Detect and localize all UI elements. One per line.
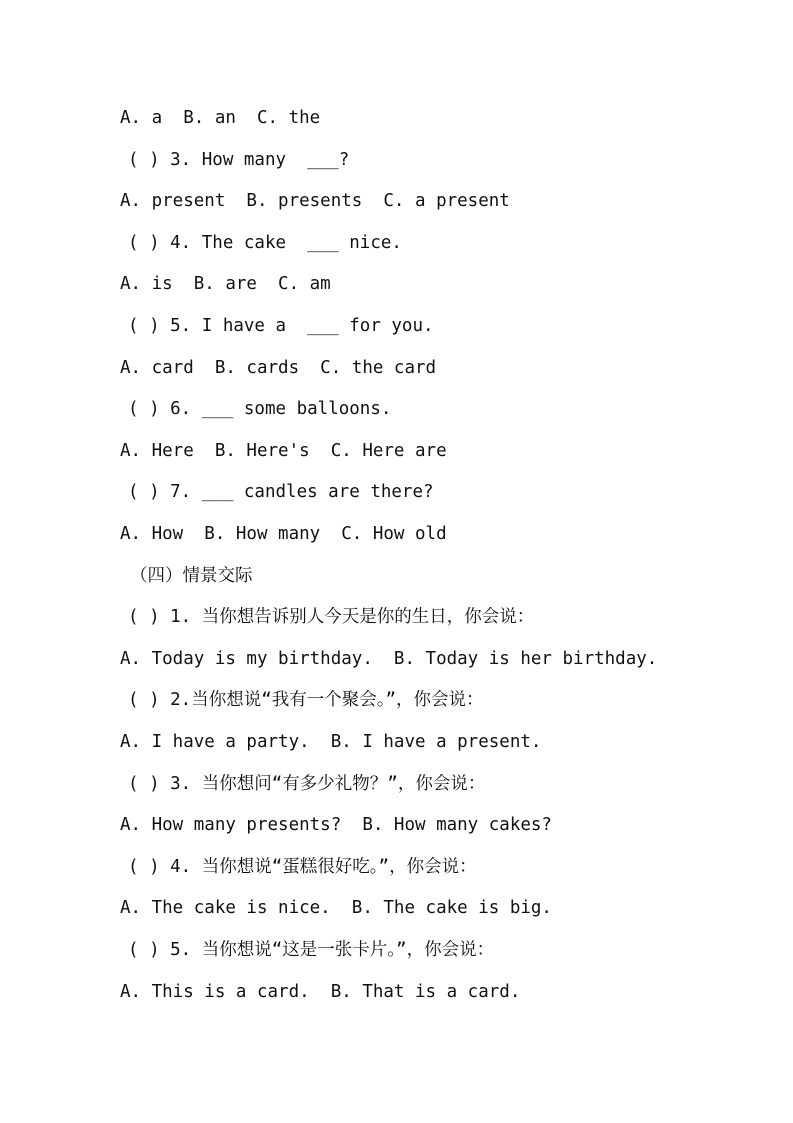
question-line: ( ) 5. 当你想说“这是一张卡片。”，你会说：: [128, 940, 495, 960]
question-line: ( ) 3. How many ___?: [128, 150, 350, 170]
question-line: ( ) 5. I have a ___ for you.: [128, 316, 434, 336]
question-line: ( ) 1. 当你想告诉别人今天是你的生日，你会说：: [128, 607, 535, 627]
option-line: A. I have a party. B. I have a present.: [120, 732, 542, 752]
question-line: ( ) 6. ___ some balloons.: [128, 399, 392, 419]
question-line: ( ) 4. The cake ___ nice.: [128, 233, 402, 253]
option-line: A. How many presents? B. How many cakes?: [120, 815, 552, 835]
option-line: A. present B. presents C. a present: [120, 191, 510, 211]
option-line: A. Today is my birthday. B. Today is her birthday.: [120, 649, 658, 669]
option-line: A. a B. an C. the: [120, 108, 321, 128]
option-line: A. This is a card. B. That is a card.: [120, 982, 521, 1002]
question-line: ( ) 3. 当你想问“有多少礼物？”，你会说：: [128, 774, 486, 794]
option-line: A. How B. How many C. How old: [120, 524, 447, 544]
option-line: A. card B. cards C. the card: [120, 358, 437, 378]
option-line: A. The cake is nice. B. The cake is big.: [120, 898, 552, 918]
option-line: A. is B. are C. am: [120, 274, 331, 294]
section-heading: （四）情景交际: [130, 566, 253, 586]
option-line: A. Here B. Here's C. Here are: [120, 441, 447, 461]
question-line: ( ) 2.当你想说“我有一个聚会。”，你会说：: [128, 690, 484, 710]
question-line: ( ) 7. ___ candles are there?: [128, 482, 434, 502]
question-line: ( ) 4. 当你想说“蛋糕很好吃。”，你会说：: [128, 857, 477, 877]
